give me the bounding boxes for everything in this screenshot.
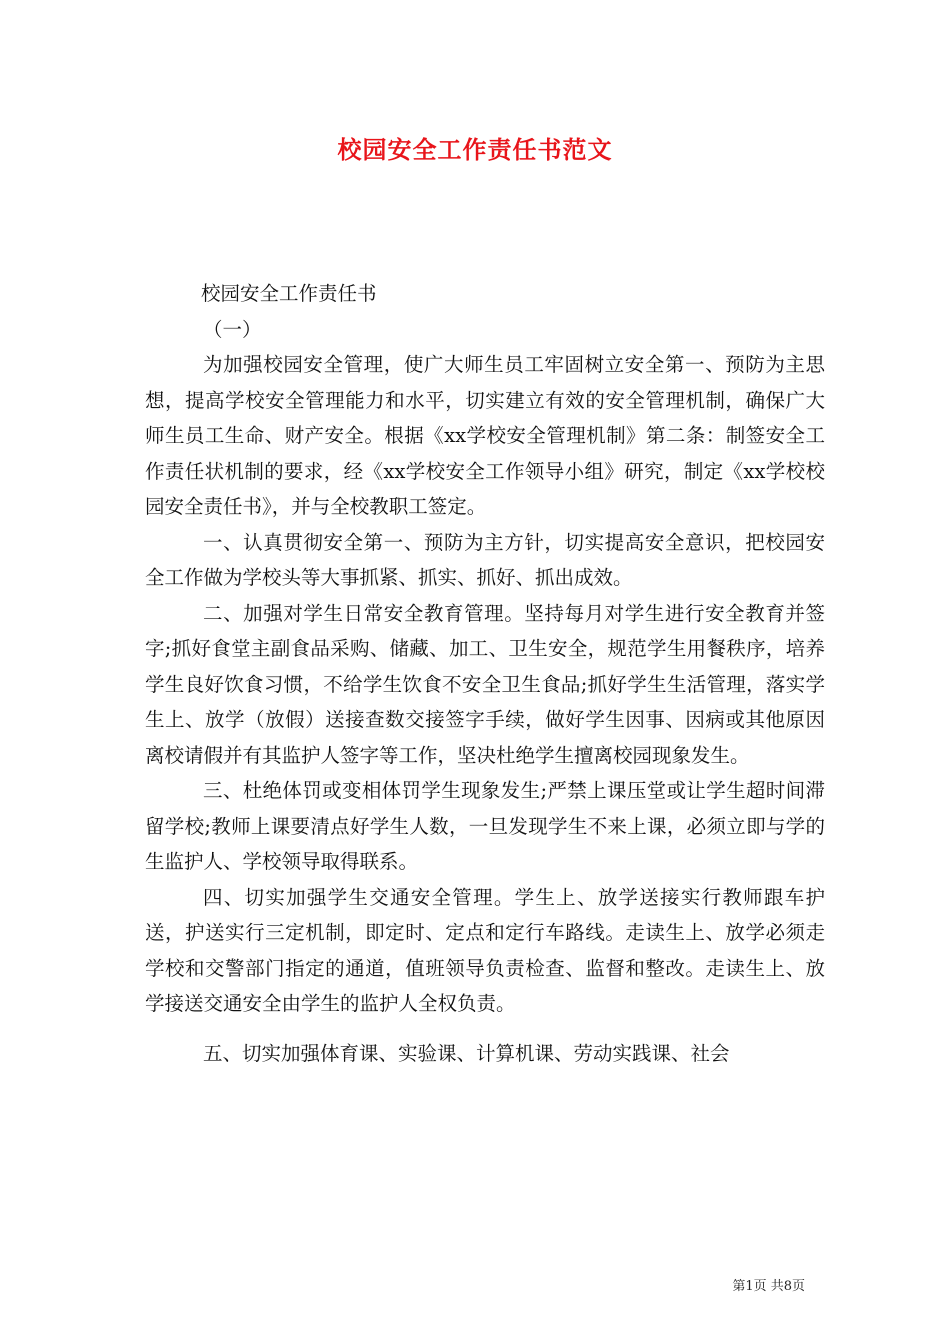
paragraph-item-5: 五、切实加强体育课、实验课、计算机课、劳动实践课、社会: [203, 1041, 730, 1065]
paragraph-item-2: 二、加强对学生日常安全教育管理。坚持每月对学生进行安全教育并签字;抓好食堂主副食品采购、储藏、加工、卫生安全，规范学生用餐秩序，培养学生良好饮食习惯，不给学生饮食不安全卫生食品;抓好学生生活管理，落实学生上、放学（放假）送接查数交接签字手续，做好学生因事、因病或其他原因离校请假并有其监护人签字等工作，坚决杜绝学生擅离校园现象发生。: [145, 601, 825, 767]
document-subtitle: 校园安全工作责任书: [201, 282, 377, 305]
paragraph-item-4: 四、切实加强学生交通安全管理。学生上、放学送接实行教师跟车护送，护送实行三定机制，即定时、定点和定行车路线。走读生上、放学必须走学校和交警部门指定的通道，值班领导负责检查、监督和整改。走读生上、放学接送交通安全由学生的监护人全权负责。: [145, 885, 825, 1015]
document-body: [145, 276, 825, 1071]
document-title: 校园安全工作责任书范文: [337, 135, 613, 164]
paragraph-item-1: 一、认真贯彻安全第一、预防为主方针，切实提高安全意识，把校园安全工作做为学校头等大事抓紧、抓实、抓好、抓出成效。: [145, 530, 825, 589]
paragraph-gap: [145, 1022, 825, 1036]
paragraph-intro: 为加强校园安全管理，使广大师生员工牢固树立安全第一、预防为主思想，提高学校安全管理能力和水平，切实建立有效的安全管理机制，确保广大师生员工生命、财产安全。根据《xx学校安全管理机制》第二条：制签安全工作责任状机制的要求，经《xx学校安全工作领导小组》研究，制定《xx学校校园安全责任书》，并与全校教职工签定。: [145, 353, 825, 518]
paragraph-item-3: 三、杜绝体罚或变相体罚学生现象发生;严禁上课压堂或让学生超时间滞留学校;教师上课要清点好学生人数，一旦发现学生不来上课，必须立即与学的生监护人、学校领导取得联系。: [145, 779, 825, 873]
page-number-footer: 第1页 共8页: [732, 1279, 805, 1294]
section-number: （一）: [203, 317, 262, 341]
